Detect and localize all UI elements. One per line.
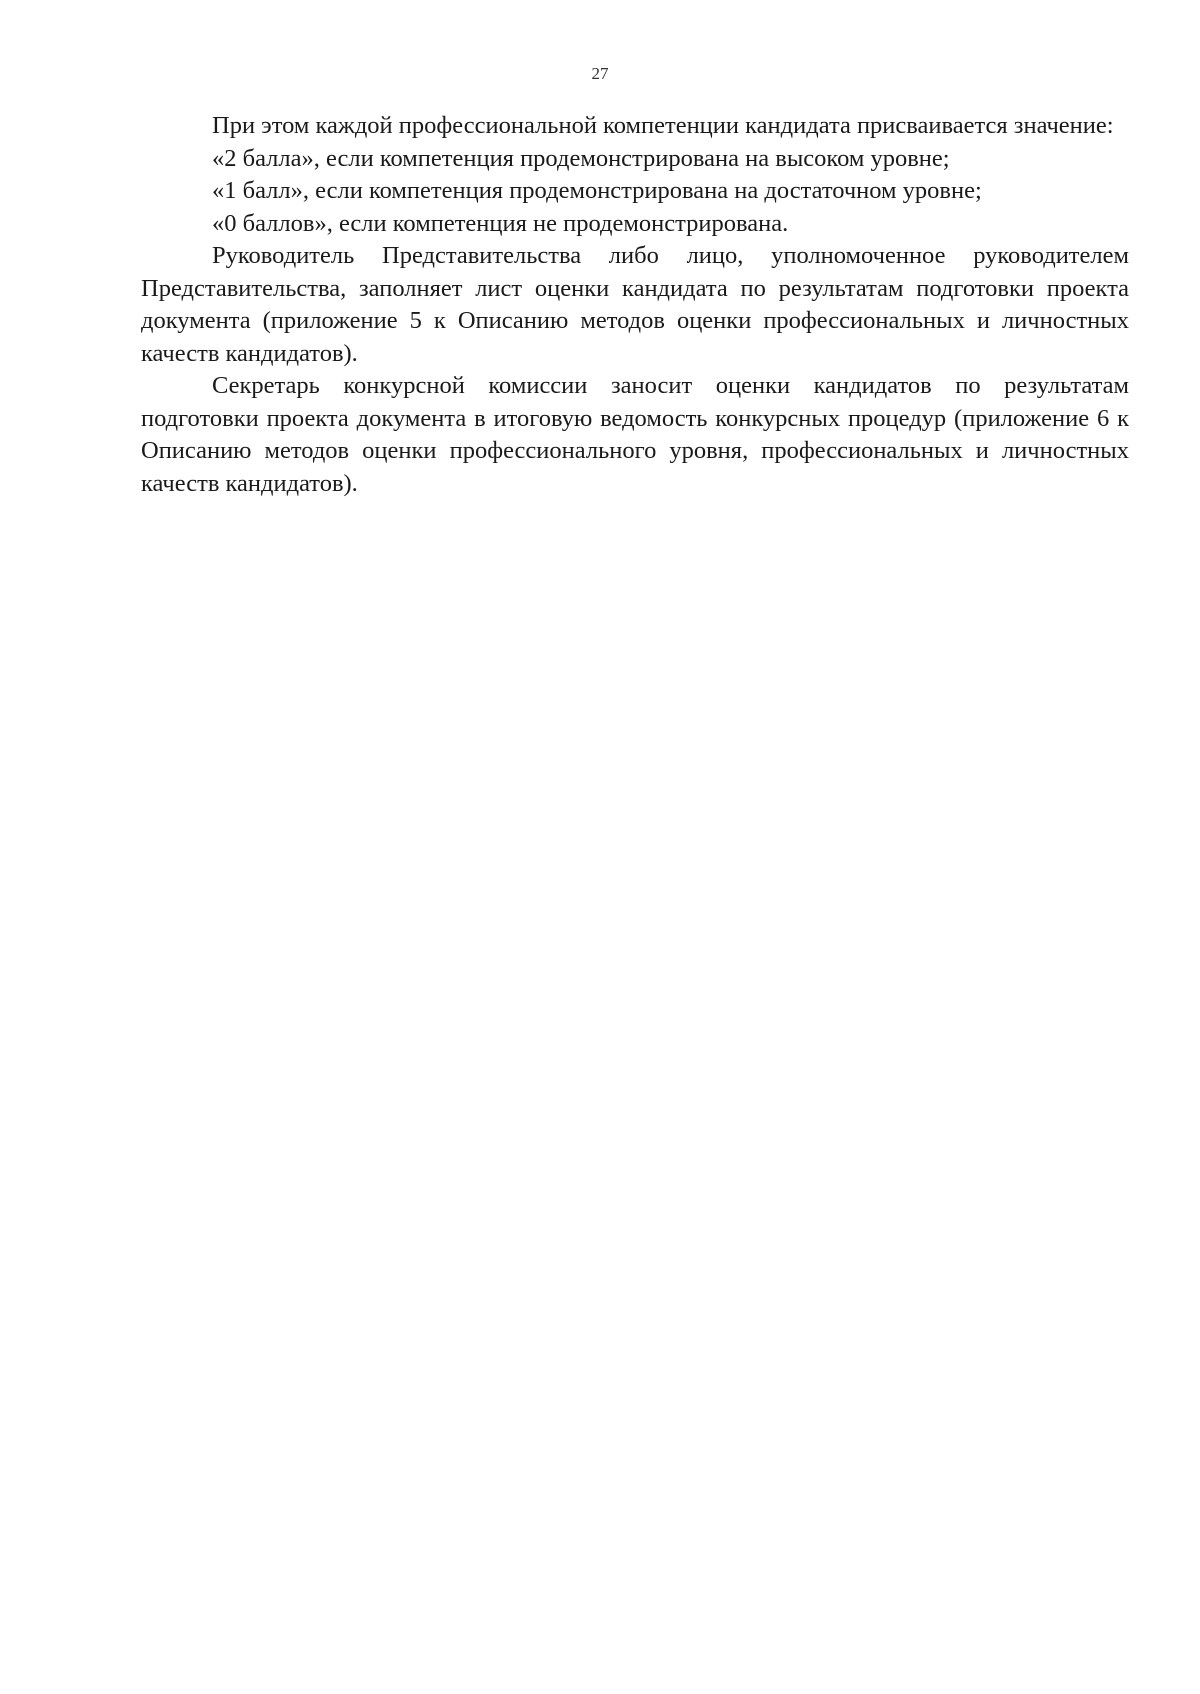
document-body <box>141 110 1129 500</box>
paragraph-scoring-intro: При этом каждой профессиональной компетенции кандидата присваивается значение: <box>212 112 1114 139</box>
paragraph-score-0: «0 баллов», если компетенция не продемонстрирована. <box>212 209 789 237</box>
paragraph-score-2: «2 балла», если компетенция продемонстрирована на высоком уровне; <box>212 144 950 172</box>
page-number: 27 <box>591 64 609 83</box>
paragraph-secretary-records: Секретарь конкурсной комиссии заносит оценки кандидатов по результатам подготовки проекта документа в итоговую ведомость конкурсных процедур (приложение 6 к Описанию методов оценки профессионального уровня, профессиональных и личностных качеств кандидатов). <box>141 372 1129 497</box>
paragraph-score-1: «1 балл», если компетенция продемонстрирована на достаточном уровне; <box>212 177 982 204</box>
paragraph-head-evaluation: Руководитель Представительства либо лицо, уполномоченное руководителем Представительства, заполняет лист оценки кандидата по результатам подготовки проекта документа (приложение 5 к Описанию методов оценки профессиональных и личностных качеств кандидатов). <box>141 242 1129 367</box>
